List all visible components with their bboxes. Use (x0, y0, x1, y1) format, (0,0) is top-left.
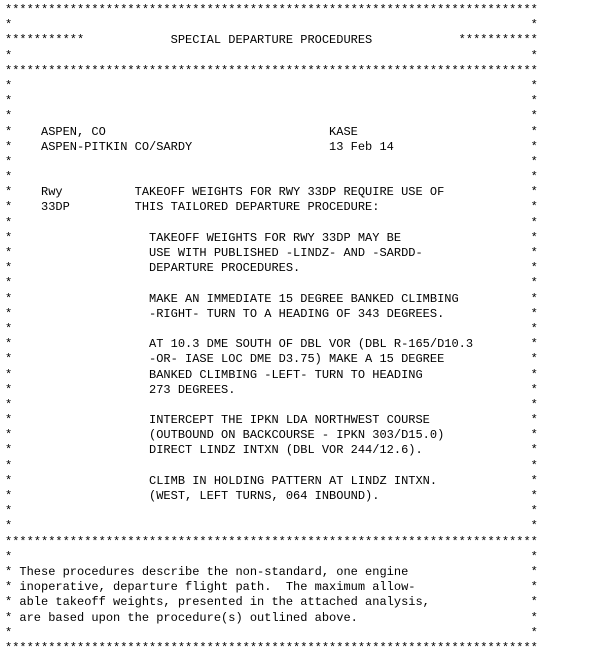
procedure-text-line: * DEPARTURE PROCEDURES. * (5, 261, 538, 276)
border-blank: * * (5, 18, 538, 33)
border-bottom: ************************************************************************** (5, 640, 538, 655)
border-divider: ************************************************************************** (5, 63, 538, 78)
border-blank: * * (5, 504, 538, 519)
airport-city-and-code: * ASPEN, CO KASE * (5, 124, 538, 139)
border-divider: ************************************************************************** (5, 534, 538, 549)
border-blank: * * (5, 215, 538, 230)
footer-note-line: * are based upon the procedure(s) outlined above. * (5, 610, 538, 625)
footer-note-line: * able takeoff weights, presented in the attached analysis, * (5, 595, 538, 610)
border-blank: * * (5, 170, 538, 185)
procedure-text-line: * (WEST, LEFT TURNS, 064 INBOUND). * (5, 489, 538, 503)
procedure-text-line: * TAKEOFF WEIGHTS FOR RWY 33DP MAY BE * (5, 230, 538, 245)
footer-note-line: * These procedures describe the non-standard, one engine * (5, 564, 538, 579)
procedure-text-line: * AT 10.3 DME SOUTH OF DBL VOR (DBL R-165/D10.3 * (5, 337, 538, 352)
border-top: ************************************************************************** (5, 3, 538, 17)
border-blank: * * (5, 625, 538, 640)
airport-name-and-date: * ASPEN-PITKIN CO/SARDY 13 Feb 14 * (5, 139, 538, 154)
page-title: *********** SPECIAL DEPARTURE PROCEDURES *********** (5, 33, 538, 48)
procedure-text-line: * INTERCEPT THE IPKN LDA NORTHWEST COURSE * (5, 413, 538, 428)
procedure-text-line: * USE WITH PUBLISHED -LINDZ- AND -SARDD- * (5, 246, 538, 260)
procedure-text-line: * CLIMB IN HOLDING PATTERN AT LINDZ INTXN. * (5, 473, 538, 488)
runway-header-line: * Rwy TAKEOFF WEIGHTS FOR RWY 33DP REQUIRE USE OF * (5, 185, 538, 200)
border-blank: * * (5, 397, 538, 412)
footer-note-line: * inoperative, departure flight path. The maximum allow- * (5, 580, 538, 595)
procedure-text-line: * -RIGHT- TURN TO A HEADING OF 343 DEGREES. * (5, 306, 538, 321)
border-blank: * * (5, 549, 538, 564)
border-blank: * * (5, 154, 538, 169)
procedure-text-line: * (OUTBOUND ON BACKCOURSE - IPKN 303/D15.0) * (5, 428, 538, 443)
procedure-text-line: * BANKED CLIMBING -LEFT- TURN TO HEADING * (5, 367, 538, 382)
border-blank: * * (5, 48, 538, 63)
procedure-text-line: * DIRECT LINDZ INTXN (DBL VOR 244/12.6). * (5, 443, 538, 458)
border-blank: * * (5, 78, 538, 93)
runway-header-line: * 33DP THIS TAILORED DEPARTURE PROCEDURE: * (5, 200, 538, 215)
procedure-text-line: * -OR- IASE LOC DME D3.75) MAKE A 15 DEGREE * (5, 352, 538, 367)
border-blank: * * (5, 94, 538, 109)
border-blank: * * (5, 276, 538, 291)
departure-procedure-document (5, 3, 600, 656)
border-blank: * * (5, 109, 538, 124)
border-blank: * * (5, 321, 538, 336)
procedure-text-line: * MAKE AN IMMEDIATE 15 DEGREE BANKED CLIMBING * (5, 291, 538, 306)
border-blank: * * (5, 519, 538, 534)
border-blank: * * (5, 458, 538, 473)
procedure-text-line: * 273 DEGREES. * (5, 382, 538, 397)
